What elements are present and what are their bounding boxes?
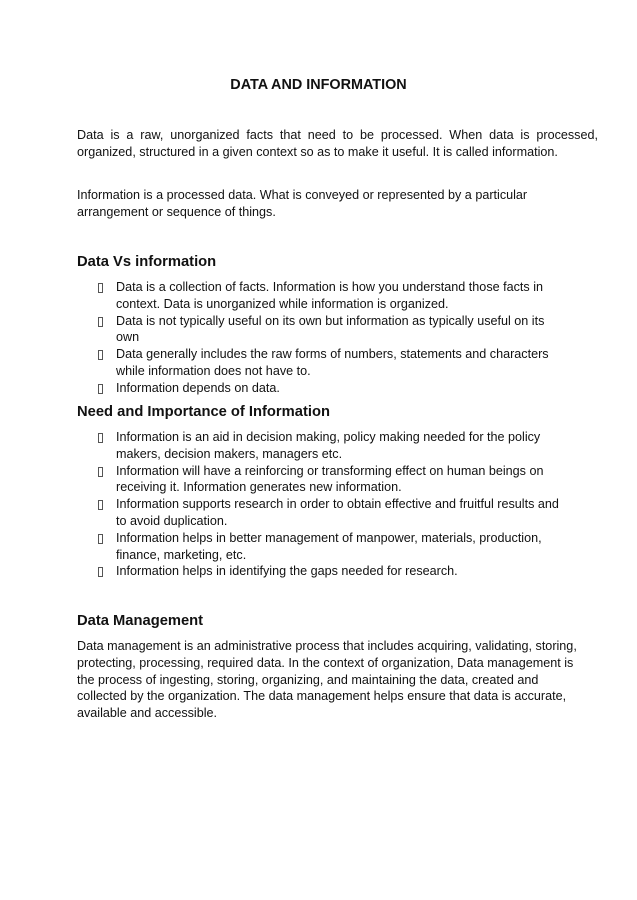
list-item-text: Data is a collection of facts. Information is how you understand those facts in context. Data is unorganized while information is organized. — [116, 280, 544, 311]
data-vs-information-list — [0, 279, 566, 397]
list-item-text: Data is not typically useful on its own but information as typically useful on its own — [116, 313, 545, 345]
section-heading-need-and-importance: Need and Importance of Information — [77, 404, 330, 420]
list-item — [0, 463, 566, 497]
list-item — [0, 313, 566, 347]
list-item-text: Information depends on data. — [116, 380, 280, 395]
list-item — [0, 429, 566, 463]
bullet-icon — [98, 317, 103, 327]
need-and-importance-list — [0, 429, 566, 580]
list-item-text: Information helps in better management of manpower, materials, production, finance, marketing, etc. — [116, 530, 542, 562]
list-item — [0, 530, 566, 564]
list-item — [0, 346, 566, 380]
list-item-text: Information helps in identifying the gaps needed for research. — [116, 564, 458, 579]
intro-paragraph-data: Data is a raw, unorganized facts that need to be processed. When data is processed, organized, structured in a given context so as to make it useful. It is called information. — [77, 128, 598, 159]
list-item — [0, 279, 566, 313]
page-title: DATA AND INFORMATION — [230, 77, 407, 93]
list-item-text: Information is an aid in decision making, policy making needed for the policy makers, decision makers, managers etc. — [116, 430, 541, 461]
bullet-icon — [98, 433, 103, 443]
data-management-paragraph: Data management is an administrative process that includes acquiring, validating, storing, protecting, processing, required data. In the context of organization, Data management is the process of ingesting, storing, organizing, and maintaining the data, created and collected by the organization. The data management helps ensure that data is accurate, available and accessible. — [77, 639, 577, 721]
list-item — [0, 380, 566, 397]
bullet-icon — [98, 350, 103, 360]
section-heading-data-vs-information: Data Vs information — [77, 254, 217, 270]
section-heading-data-management: Data Management — [77, 613, 204, 629]
bullet-icon — [98, 384, 103, 394]
bullet-icon — [98, 283, 103, 293]
list-item-text: Data generally includes the raw forms of numbers, statements and characters while information does not have to. — [116, 347, 549, 378]
bullet-icon — [98, 567, 103, 577]
list-item — [0, 563, 566, 580]
bullet-icon — [98, 534, 103, 544]
list-item — [0, 496, 566, 530]
bullet-icon — [98, 500, 103, 510]
list-item-text: Information will have a reinforcing or transforming effect on human beings on receiving it. Information generates new information. — [116, 463, 544, 495]
intro-paragraph-information: Information is a processed data. What is conveyed or represented by a particular arrangement or sequence of things. — [77, 188, 528, 219]
list-item-text: Information supports research in order to obtain effective and fruitful results and to avoid duplication. — [116, 497, 559, 528]
bullet-icon — [98, 467, 103, 477]
